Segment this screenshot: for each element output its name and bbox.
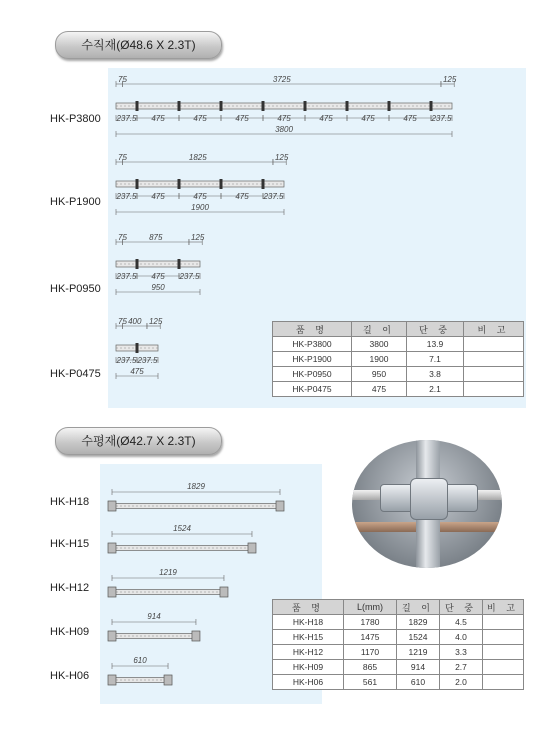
table-row — [273, 367, 524, 382]
htable-cell: 4.0 — [440, 630, 483, 645]
horizontal-0-len-label: 1829 — [187, 482, 205, 491]
vertical-0-mid-label: 3725 — [272, 75, 291, 84]
htable-cell — [483, 660, 524, 675]
vertical-1-seg-label: 475 — [151, 192, 165, 201]
vertical-3-right-label: 125 — [148, 317, 163, 326]
vertical-3-seg-label: 237.5 — [116, 356, 137, 365]
horizontal-3-len-label: 914 — [147, 612, 161, 621]
horizontal-0-wedge-head — [108, 501, 116, 511]
vertical-1-right-label: 125 — [274, 153, 289, 162]
htable-cell — [483, 615, 524, 630]
vertical-0-seg-label: 237.5 — [431, 114, 452, 123]
vertical-spec-table — [272, 321, 524, 397]
horizontal-1-len-label: 1524 — [173, 524, 191, 533]
vtable-cell: 2.1 — [407, 382, 464, 397]
table-row — [273, 337, 524, 352]
horizontal-2-len-label: 1219 — [159, 568, 177, 577]
htable-cell: 1829 — [397, 615, 440, 630]
horizontal-4-wedge-head — [164, 675, 172, 685]
vertical-0-seg-label: 475 — [403, 114, 417, 123]
vertical-0-rosette-mark — [220, 101, 223, 111]
horizontal-1-wedge-head — [108, 543, 116, 553]
vertical-3-seg-label: 237.5 — [137, 356, 158, 365]
htable-cell: HK-H06 — [273, 675, 344, 690]
vertical-0-rosette-mark — [262, 101, 265, 111]
vertical-1-rosette-mark — [136, 179, 139, 189]
horizontal-2-wedge-head — [220, 587, 228, 597]
htable-cell: HK-H15 — [273, 630, 344, 645]
vertical-3-rosette-mark — [136, 343, 139, 353]
horizontal-1-wedge-head — [248, 543, 256, 553]
vtable-header-weight: 단 중 — [407, 322, 464, 337]
vertical-0-seg-label: 475 — [235, 114, 249, 123]
htable-header-note: 비 고 — [483, 600, 524, 615]
vertical-0-rosette-mark — [388, 101, 391, 111]
vertical-2-seg-label: 475 — [151, 272, 165, 281]
htable-cell: 914 — [397, 660, 440, 675]
horizontal-2-wedge-head — [108, 587, 116, 597]
product-label-hk-h09: HK-H09 — [50, 626, 90, 638]
vertical-0-seg-label: 237.5 — [116, 114, 137, 123]
htable-cell: 1170 — [344, 645, 397, 660]
vertical-0-seg-label: 475 — [319, 114, 333, 123]
vtable-cell: HK-P1900 — [273, 352, 352, 367]
table-row — [273, 352, 524, 367]
htable-cell: 865 — [344, 660, 397, 675]
vertical-1-seg-label: 475 — [235, 192, 249, 201]
product-label-hk-p0950: HK-P0950 — [50, 283, 101, 295]
htable-cell — [483, 645, 524, 660]
vertical-2-total-label: 950 — [151, 283, 165, 292]
photo-collar — [410, 478, 448, 520]
product-label-hk-p1900: HK-P1900 — [50, 196, 101, 208]
vertical-0-right-label: 125 — [442, 75, 457, 84]
htable-cell: 561 — [344, 675, 397, 690]
vtable-cell: 950 — [352, 367, 407, 382]
horizontal-3-wedge-head — [108, 631, 116, 641]
vertical-1-seg-label: 475 — [193, 192, 207, 201]
htable-header-l: L(mm) — [344, 600, 397, 615]
table-row — [273, 630, 524, 645]
vertical-0-rosette-mark — [430, 101, 433, 111]
vertical-3-total-label: 475 — [130, 367, 144, 376]
vtable-cell: 1900 — [352, 352, 407, 367]
vertical-2-rosette-mark — [178, 259, 181, 269]
htable-cell: 1475 — [344, 630, 397, 645]
table-row — [273, 660, 524, 675]
vertical-1-left-label: 75 — [118, 153, 127, 162]
vtable-cell: HK-P3800 — [273, 337, 352, 352]
htable-header-length: 길 이 — [397, 600, 440, 615]
htable-header-weight: 단 중 — [440, 600, 483, 615]
vtable-cell — [464, 337, 524, 352]
table-row — [273, 615, 524, 630]
horizontal-3-wedge-head — [192, 631, 200, 641]
htable-cell: 4.5 — [440, 615, 483, 630]
vtable-cell: 3800 — [352, 337, 407, 352]
vertical-2-seg-label: 237.5 — [179, 272, 200, 281]
vtable-cell: 3.8 — [407, 367, 464, 382]
vertical-1-rosette-mark — [262, 179, 265, 189]
vertical-0-rosette-mark — [346, 101, 349, 111]
vtable-header-name: 품 명 — [273, 322, 352, 337]
vertical-0-left-label: 75 — [118, 75, 127, 84]
vertical-2-mid-label: 875 — [149, 233, 163, 242]
product-label-hk-p3800: HK-P3800 — [50, 113, 101, 125]
vertical-2-left-label: 75 — [118, 233, 127, 242]
vertical-3-left-label: 75 — [118, 317, 127, 326]
horizontal-spec-table — [272, 599, 524, 690]
vertical-2-seg-label: 237.5 — [116, 272, 137, 281]
product-label-hk-h15: HK-H15 — [50, 538, 90, 550]
vtable-header-length: 길 이 — [352, 322, 407, 337]
vertical-1-total-label: 1900 — [191, 203, 209, 212]
vertical-0-seg-label: 475 — [277, 114, 291, 123]
vtable-cell — [464, 352, 524, 367]
vertical-0-rosette-mark — [304, 101, 307, 111]
vtable-header-note: 비 고 — [464, 322, 524, 337]
vertical-3-mid-label: 400 — [128, 317, 142, 326]
htable-cell: HK-H12 — [273, 645, 344, 660]
table-row — [273, 645, 524, 660]
vertical-2-rosette-mark — [136, 259, 139, 269]
htable-cell: 2.7 — [440, 660, 483, 675]
vtable-cell: 7.1 — [407, 352, 464, 367]
product-label-hk-h12: HK-H12 — [50, 582, 90, 594]
table-row — [273, 675, 524, 690]
vertical-1-seg-label: 237.5 — [116, 192, 137, 201]
htable-cell: HK-H18 — [273, 615, 344, 630]
vertical-1-rosette-mark — [220, 179, 223, 189]
table-row — [273, 382, 524, 397]
htable-cell: 1219 — [397, 645, 440, 660]
vtable-cell — [464, 367, 524, 382]
vertical-0-rosette-mark — [136, 101, 139, 111]
vertical-0-seg-label: 475 — [151, 114, 165, 123]
product-label-hk-h06: HK-H06 — [50, 670, 90, 682]
horizontal-4-len-label: 610 — [133, 656, 147, 665]
htable-header-name: 품 명 — [273, 600, 344, 615]
vertical-1-rosette-mark — [178, 179, 181, 189]
vtable-cell: 475 — [352, 382, 407, 397]
htable-cell: 3.3 — [440, 645, 483, 660]
htable-cell: HK-H09 — [273, 660, 344, 675]
vertical-0-rosette-mark — [178, 101, 181, 111]
htable-cell: 610 — [397, 675, 440, 690]
vertical-0-seg-label: 475 — [361, 114, 375, 123]
clamp-connection-photo — [352, 440, 502, 568]
vertical-0-seg-label: 475 — [193, 114, 207, 123]
htable-cell: 1780 — [344, 615, 397, 630]
horizontal-4-wedge-head — [108, 675, 116, 685]
vertical-members-title: 수직재(Ø48.6 X 2.3T) — [55, 31, 222, 59]
vertical-1-seg-label: 237.5 — [263, 192, 284, 201]
htable-cell: 1524 — [397, 630, 440, 645]
vtable-cell: 13.9 — [407, 337, 464, 352]
vertical-2-right-label: 125 — [190, 233, 205, 242]
horizontal-0-wedge-head — [276, 501, 284, 511]
product-label-hk-p0475: HK-P0475 — [50, 368, 101, 380]
vtable-cell — [464, 382, 524, 397]
htable-cell — [483, 675, 524, 690]
vtable-cell: HK-P0950 — [273, 367, 352, 382]
vertical-1-mid-label: 1825 — [188, 153, 207, 162]
htable-cell: 2.0 — [440, 675, 483, 690]
vertical-0-total-label: 3800 — [275, 125, 293, 134]
product-label-hk-h18: HK-H18 — [50, 496, 90, 508]
htable-cell — [483, 630, 524, 645]
vtable-cell: HK-P0475 — [273, 382, 352, 397]
horizontal-members-title: 수평재(Ø42.7 X 2.3T) — [55, 427, 222, 455]
